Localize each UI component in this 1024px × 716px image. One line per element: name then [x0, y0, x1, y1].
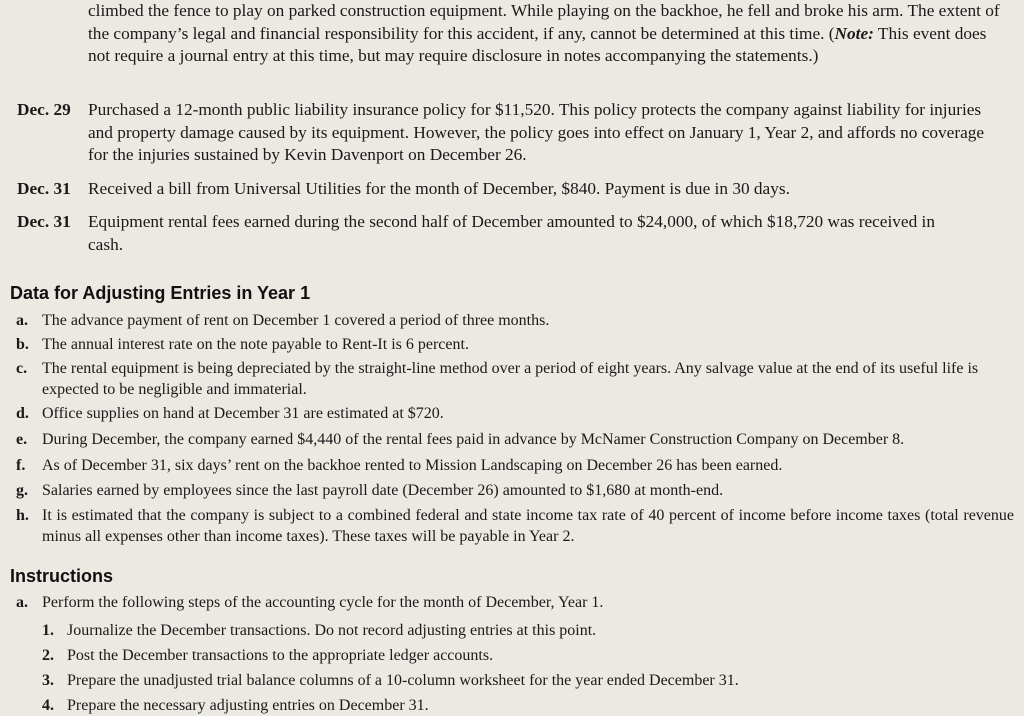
transaction-date: Dec. 29 [17, 100, 71, 119]
item-text: As of December 31, six days’ rent on the backhoe rented to Mission Landscaping on December 26 has been earned. [42, 457, 783, 474]
step-text: Post the December transactions to the appropriate ledger accounts. [67, 647, 494, 664]
item-text: It is estimated that the company is subject to a combined federal and state income tax rate of 40 percent of income before income taxes (total revenue minus all expenses other than income taxes). These taxes will be payable in Year 2. [42, 507, 1014, 545]
transaction-text: Received a bill from Universal Utilities for the month of December, $840. Payment is due in 30 days. [88, 179, 790, 198]
step-text: Prepare the unadjusted trial balance columns of a 10-column worksheet for the year ended December 31. [67, 672, 739, 689]
step-number: 4. [42, 697, 54, 714]
item-letter: h. [16, 507, 29, 524]
transaction-date: Dec. 31 [17, 212, 71, 231]
item-letter: a. [16, 312, 28, 329]
item-text: The annual interest rate on the note payable to Rent-It is 6 percent. [42, 336, 469, 353]
item-text: Perform the following steps of the accounting cycle for the month of December, Year 1. [42, 594, 604, 611]
adjusting-entries-heading: Data for Adjusting Entries in Year 1 [10, 283, 311, 303]
instructions-heading: Instructions [10, 566, 114, 586]
item-letter: b. [16, 336, 29, 353]
transaction-date: Dec. 31 [17, 179, 71, 198]
item-text: Salaries earned by employees since the last payroll date (December 26) amounted to $1,680 at month-end. [42, 482, 724, 499]
step-text: Journalize the December transactions. Do not record adjusting entries at this point. [67, 622, 597, 639]
item-text: During December, the company earned $4,440 of the rental fees paid in advance by McNamer Construction Company on December 8. [42, 431, 905, 448]
transaction-text: climbed the fence to play on parked construction equipment. While playing on the backhoe, he fell and broke his arm. The extent of the company’s legal and financial responsibility for this accident, if any, cannot be determined at this time. (Note: This event does not require a journal entry at this time, but may require disclosure in notes accompanying the statements.) [88, 1, 1000, 65]
transaction-text: Purchased a 12-month public liability insurance policy for $11,520. This policy protects the company against liability for injuries and property damage caused by its equipment. However, the policy goes into effect on January 1, Year 2, and affords no coverage for the injuries sustained by Kevin Davenport on December 26. [88, 100, 985, 164]
note-label: Note: [834, 23, 874, 43]
transaction-text: Equipment rental fees earned during the second half of December amounted to $24,000, of which $18,720 was received in cash. [88, 212, 935, 254]
item-letter: d. [16, 405, 29, 422]
step-number: 1. [42, 622, 54, 639]
item-letter: a. [16, 594, 28, 611]
item-text: Office supplies on hand at December 31 are estimated at $720. [42, 405, 444, 422]
item-text: The advance payment of rent on December 1 covered a period of three months. [42, 312, 550, 329]
item-letter: f. [16, 457, 26, 474]
item-letter: c. [16, 360, 28, 377]
step-number: 2. [42, 647, 54, 664]
step-text: Prepare the necessary adjusting entries on December 31. [67, 697, 429, 714]
item-letter: g. [16, 482, 28, 499]
step-number: 3. [42, 672, 54, 689]
item-text: The rental equipment is being depreciated by the straight-line method over a period of eight years. Any salvage value at the end of its useful life is expected to be negligible and immaterial. [42, 360, 979, 398]
item-letter: e. [16, 431, 28, 448]
